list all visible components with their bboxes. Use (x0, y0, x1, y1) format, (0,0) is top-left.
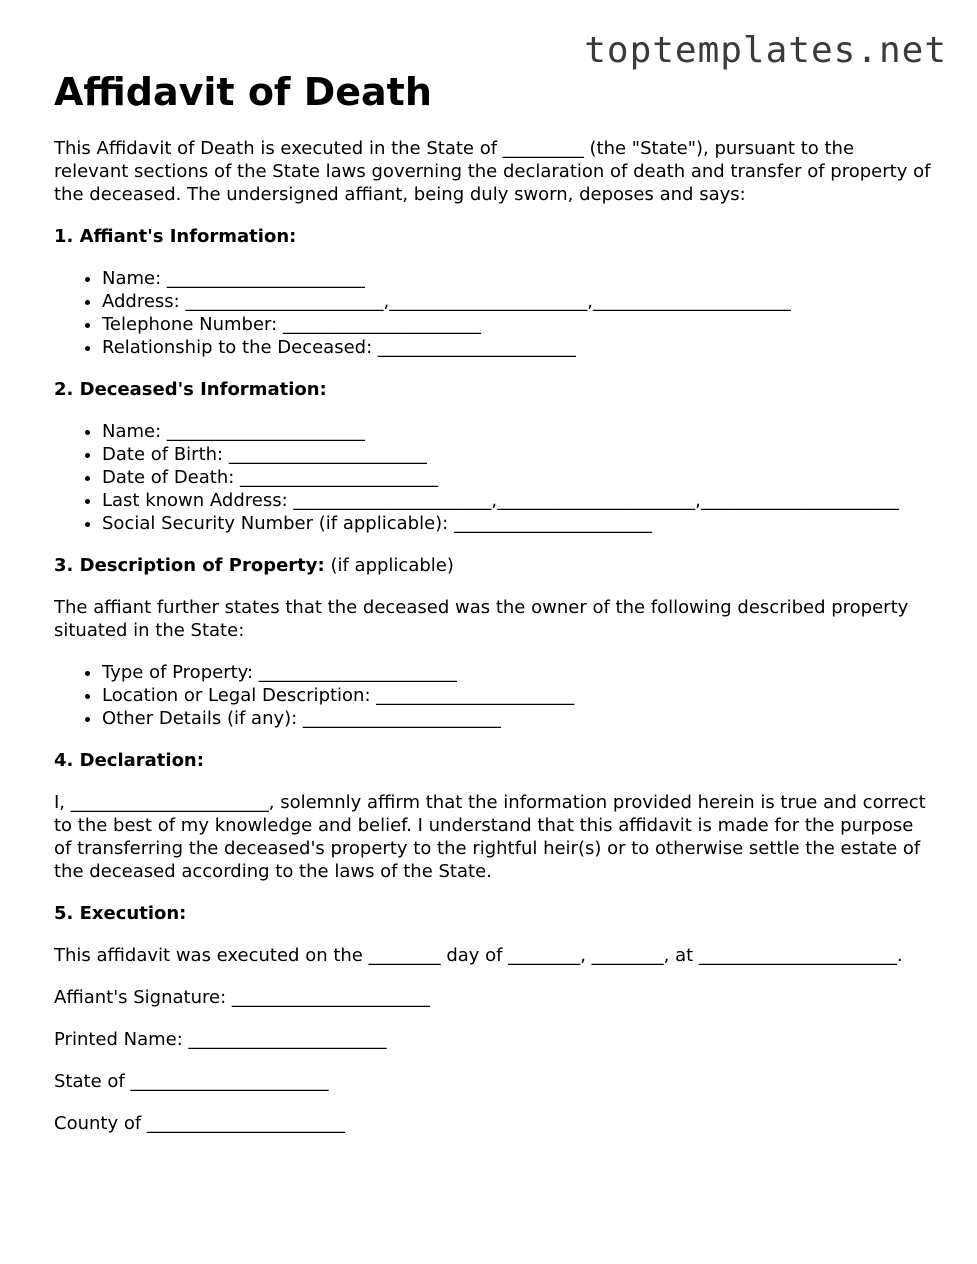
county-line: County of ______________________ (54, 1113, 345, 1134)
list-item: • Name: ______________________ (102, 420, 934, 443)
list-item: • Telephone Number: ______________________ (102, 313, 934, 336)
declaration-paragraph: I, ______________________, solemnly affirm that the information provided herein is true and correct to the best of my knowledge and belief. I understand that this affidavit is made for the purpose of transferring the deceased's property to the rightful heir(s) or to otherwise settle the estate of the deceased according to the laws of the State. (54, 792, 926, 882)
list-item: • Date of Birth: ______________________ (102, 443, 934, 466)
intro-paragraph: This Affidavit of Death is executed in the State of _________ (the "State"), pursuant to the relevant sections of the State laws governing the declaration of death and transfer of property of the deceased. The undersigned affiant, being duly sworn, deposes and says: (54, 138, 931, 205)
execution-paragraph: This affidavit was executed on the ________ day of ________, ________, at ______________________. (54, 945, 903, 966)
printed-name-line: Printed Name: ______________________ (54, 1029, 387, 1050)
list-item: • Last known Address: ______________________,______________________,______________________ (102, 489, 934, 512)
list-item: • Date of Death: ______________________ (102, 466, 934, 489)
list-item: • Relationship to the Deceased: ______________________ (102, 336, 934, 359)
document-body (54, 68, 934, 1154)
property-list (54, 661, 934, 730)
section3-heading-text: 3. Description of Property: (54, 555, 325, 576)
list-item: • Other Details (if any): ______________________ (102, 707, 934, 730)
list-item: • Type of Property: ______________________ (102, 661, 934, 684)
section3-note: (if applicable) (324, 555, 454, 576)
list-item: • Social Security Number (if applicable): ______________________ (102, 512, 934, 535)
deceased-info-list (54, 420, 934, 535)
watermark: toptemplates.net (584, 30, 947, 71)
list-item: • Name: ______________________ (102, 267, 934, 290)
list-item: • Address: ______________________,______________________,______________________ (102, 290, 934, 313)
signature-line: Affiant's Signature: ______________________ (54, 987, 430, 1008)
affiant-info-list (54, 267, 934, 359)
list-item: • Location or Legal Description: ______________________ (102, 684, 934, 707)
section1-heading: 1. Affiant's Information: (54, 226, 297, 247)
section3-paragraph: The affiant further states that the deceased was the owner of the following described property situated in the State: (54, 597, 909, 641)
section5-heading: 5. Execution: (54, 903, 187, 924)
section3-heading (54, 554, 934, 577)
document-title: Affidavit of Death (54, 70, 432, 114)
section4-heading: 4. Declaration: (54, 750, 204, 771)
state-line: State of ______________________ (54, 1071, 329, 1092)
section2-heading: 2. Deceased's Information: (54, 379, 327, 400)
